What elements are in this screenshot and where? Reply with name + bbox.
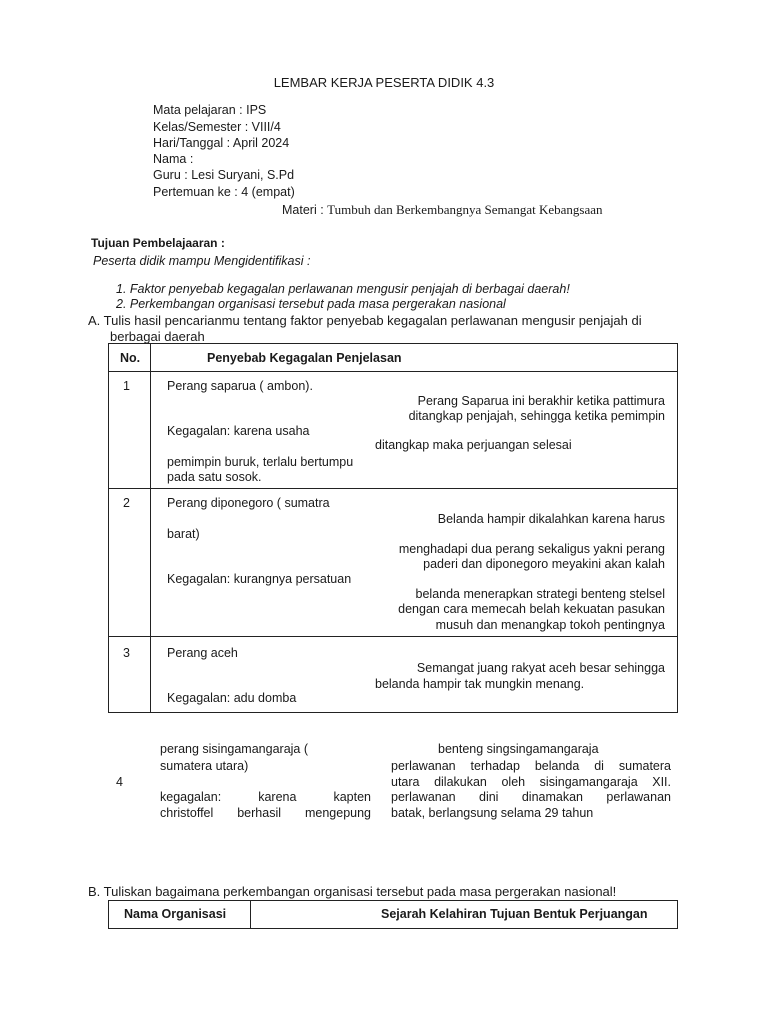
- info-nama: Nama :: [153, 152, 194, 166]
- row-2-left: Kegagalan: kurangnya persatuan: [167, 572, 352, 586]
- row-1-left: Kegagalan: karena usaha: [167, 424, 310, 438]
- row-2-left: barat): [167, 527, 200, 541]
- tujuan-item-2: 2. Perkembangan organisasi tersebut pada masa pergerakan nasional: [116, 297, 506, 311]
- table-a-col-rule: [150, 343, 151, 713]
- row-2-left: Perang diponegoro ( sumatra: [167, 496, 330, 510]
- row-4-left: sumatera utara): [160, 759, 249, 773]
- table-a-header-no: No.: [120, 351, 141, 365]
- table-a-rule: [108, 371, 678, 372]
- row-1-left: pada satu sosok.: [167, 470, 262, 484]
- section-b-instruction: B. Tuliskan bagaimana perkembangan organisasi tersebut pada masa pergerakan nasional!: [88, 884, 617, 899]
- row-2-right: paderi dan diponegoro meyakini akan kalah: [423, 557, 665, 571]
- row-3-left: Kegagalan: adu domba: [167, 691, 297, 705]
- tujuan-item-1: 1. Faktor penyebab kegagalan perlawanan mengusir penjajah di berbagai daerah!: [116, 282, 570, 296]
- table-b-col-rule: [250, 900, 251, 929]
- table-a-rule: [108, 636, 678, 637]
- materi-label: Materi :: [282, 203, 324, 217]
- row-1-left: pemimpin buruk, terlalu bertumpu: [167, 455, 354, 469]
- row-4-left: christoffel berhasil mengepung: [160, 806, 371, 820]
- page-title: LEMBAR KERJA PESERTA DIDIK 4.3: [273, 75, 495, 90]
- row-4-left: perang sisingamangaraja (: [160, 742, 309, 756]
- row-4-right: utara dilakukan oleh sisingamangaraja XII.: [391, 775, 671, 789]
- row-2-right: dengan cara memecah belah kekuatan pasukan: [398, 602, 665, 616]
- row-4-left: kegagalan: karena kapten: [160, 790, 371, 804]
- row-3-right: Semangat juang rakyat aceh besar sehingga: [416, 661, 665, 675]
- row-1-right: Perang Saparua ini berakhir ketika pattimura: [417, 394, 665, 408]
- info-guru: Guru : Lesi Suryani, S.Pd: [153, 168, 295, 182]
- tujuan-heading: Tujuan Pembelajaaran :: [91, 236, 225, 250]
- section-a-instruction-cont: berbagai daerah: [110, 329, 205, 344]
- row-3-no: 3: [123, 646, 130, 660]
- row-3-left: Perang aceh: [167, 646, 238, 660]
- tujuan-intro: Peserta didik mampu Mengidentifikasi :: [93, 254, 311, 268]
- section-a-instruction: A. Tulis hasil pencarianmu tentang faktor penyebab kegagalan perlawanan mengusir penjajah di: [88, 313, 642, 328]
- table-b-header-sejarah: Sejarah Kelahiran Tujuan Bentuk Perjuangan: [381, 907, 648, 921]
- row-4-right: batak, berlangsung selama 29 tahun: [391, 806, 594, 820]
- info-tanggal: Hari/Tanggal : April 2024: [153, 136, 290, 150]
- row-4-right: perlawanan dini dinamakan perlawanan: [391, 790, 671, 804]
- table-a-header-penyebab: Penyebab Kegagalan Penjelasan: [207, 351, 402, 365]
- row-2-right: Belanda hampir dikalahkan karena harus: [437, 512, 665, 526]
- row-2-no: 2: [123, 496, 130, 510]
- table-b-header-nama: Nama Organisasi: [124, 907, 227, 921]
- row-1-no: 1: [123, 379, 130, 393]
- info-kelas: Kelas/Semester : VIII/4: [153, 120, 281, 134]
- row-2-right: belanda menerapkan strategi benteng stelsel: [415, 587, 665, 601]
- row-1-left: Perang saparua ( ambon).: [167, 379, 313, 393]
- row-2-right: menghadapi dua perang sekaligus yakni perang: [398, 542, 665, 556]
- row-4-no: 4: [116, 775, 123, 789]
- row-2-right: musuh dan menangkap tokoh pentingnya: [435, 618, 665, 632]
- row-1-right: ditangkap maka perjuangan selesai: [375, 438, 572, 452]
- table-a-rule: [108, 488, 678, 489]
- row-1-right: ditangkap penjajah, sehingga ketika pemimpin: [408, 409, 665, 423]
- row-3-right: belanda hampir tak mungkin menang.: [375, 677, 585, 691]
- info-mapel: Mata pelajaran : IPS: [153, 103, 267, 117]
- row-4-right: benteng singsingamangaraja: [438, 742, 599, 756]
- info-pertemuan: Pertemuan ke : 4 (empat): [153, 185, 295, 199]
- row-4-right: perlawanan terhadap belanda di sumatera: [391, 759, 671, 773]
- info-materi: [282, 202, 603, 218]
- materi-value: Tumbuh dan Berkembangnya Semangat Kebangsaan: [327, 202, 603, 217]
